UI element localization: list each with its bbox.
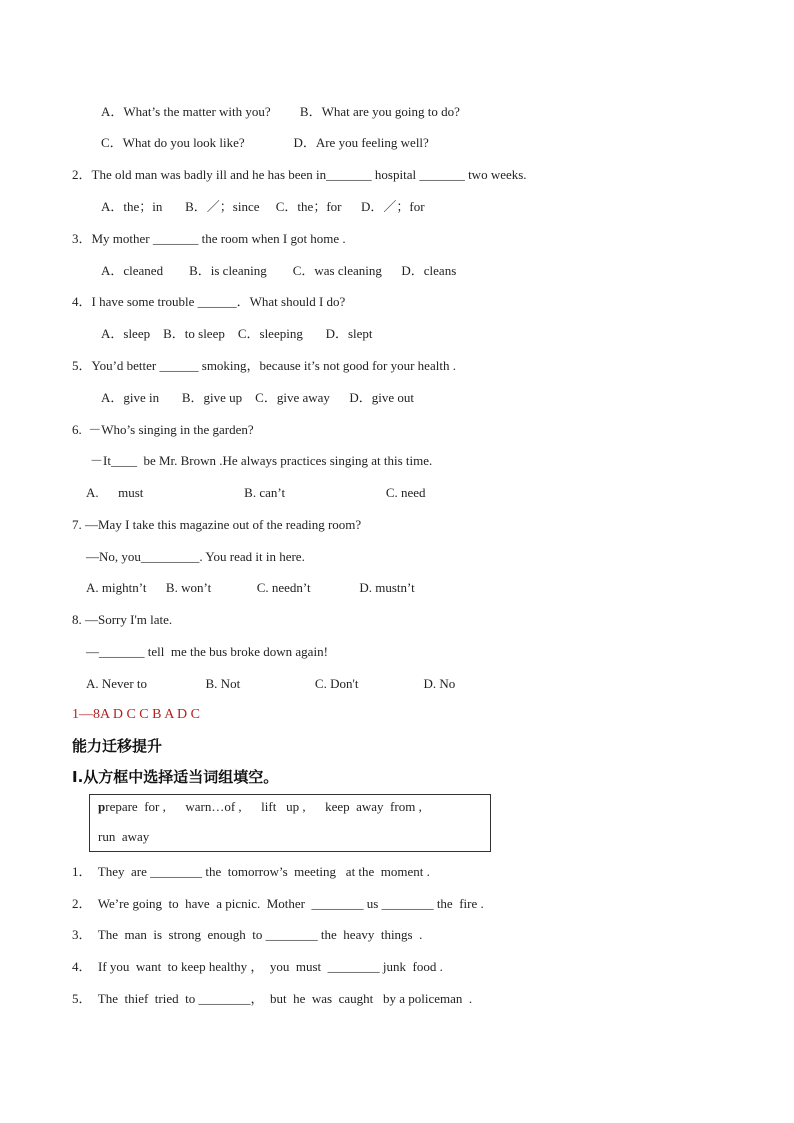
q4-options: A．sleep B．to sleep C．sleeping D．slept bbox=[101, 326, 373, 341]
question-7-response: —No, you_________. You read it in here. bbox=[86, 549, 305, 564]
q3-options: A．cleaned B．is cleaning C．was cleaning D．cleans bbox=[101, 263, 457, 278]
word-box-first-letter: p bbox=[98, 799, 106, 814]
question-6: 6. －Who’s singing in the garden? bbox=[72, 422, 254, 437]
question-2: 2．The old man was badly ill and he has been in_______ hospital _______ two weeks. bbox=[72, 167, 527, 182]
word-box bbox=[89, 794, 491, 852]
q7-options: A. mightn’t B. won’t C. needn’t D. mustn’t bbox=[86, 580, 415, 595]
q1-options-cd: C．What do you look like? D．Are you feeling well? bbox=[101, 135, 429, 150]
answer-key: 1—8A D C C B A D C bbox=[72, 707, 200, 722]
fill-in-sentence-5: 5． The thief tried to ________， but he was caught by a policeman . bbox=[72, 991, 473, 1006]
q2-options: A．the；in B．／；since C．the；for D．／；for bbox=[101, 199, 425, 214]
word-box-line-1-text: repare for , warn…of , lift up , keep away from , bbox=[105, 799, 422, 814]
word-box-line-2: run away bbox=[98, 829, 150, 844]
word-box-line-1 bbox=[98, 799, 422, 815]
question-4: 4．I have some trouble ______．What should I do? bbox=[72, 294, 346, 309]
q5-options: A．give in B．give up C．give away D．give out bbox=[101, 390, 415, 405]
question-8: 8. —Sorry I'm late. bbox=[72, 612, 173, 627]
question-5: 5．You’d better ______ smoking，because it’s not good for your health . bbox=[72, 358, 456, 373]
question-8-response: —_______ tell me the bus broke down again! bbox=[86, 644, 328, 659]
question-6-response: －It____ be Mr. Brown .He always practices singing at this time. bbox=[90, 453, 433, 468]
fill-in-sentence-1: 1． They are ________ the tomorrow’s meeting at the moment . bbox=[72, 864, 430, 879]
q8-options: A. Never to B. Not C. Don't D. No bbox=[86, 676, 456, 691]
exercise-title: I.从方框中选择适当词组填空。 bbox=[72, 768, 279, 786]
question-7: 7. —May I take this magazine out of the reading room? bbox=[72, 517, 362, 532]
question-3: 3．My mother _______ the room when I got home . bbox=[72, 231, 346, 246]
fill-in-sentence-2: 2． We’re going to have a picnic. Mother ________ us ________ the fire . bbox=[72, 896, 484, 911]
fill-in-sentence-3: 3． The man is strong enough to ________ the heavy things . bbox=[72, 927, 423, 942]
q1-options-ab: A．What’s the matter with you? B．What are you going to do? bbox=[101, 104, 460, 119]
q6-options: A. must B. can’t C. need bbox=[86, 485, 426, 500]
section-title: 能力迁移提升 bbox=[72, 737, 163, 755]
fill-in-sentence-4: 4． If you want to keep healthy ， you must ________ junk food . bbox=[72, 959, 443, 974]
